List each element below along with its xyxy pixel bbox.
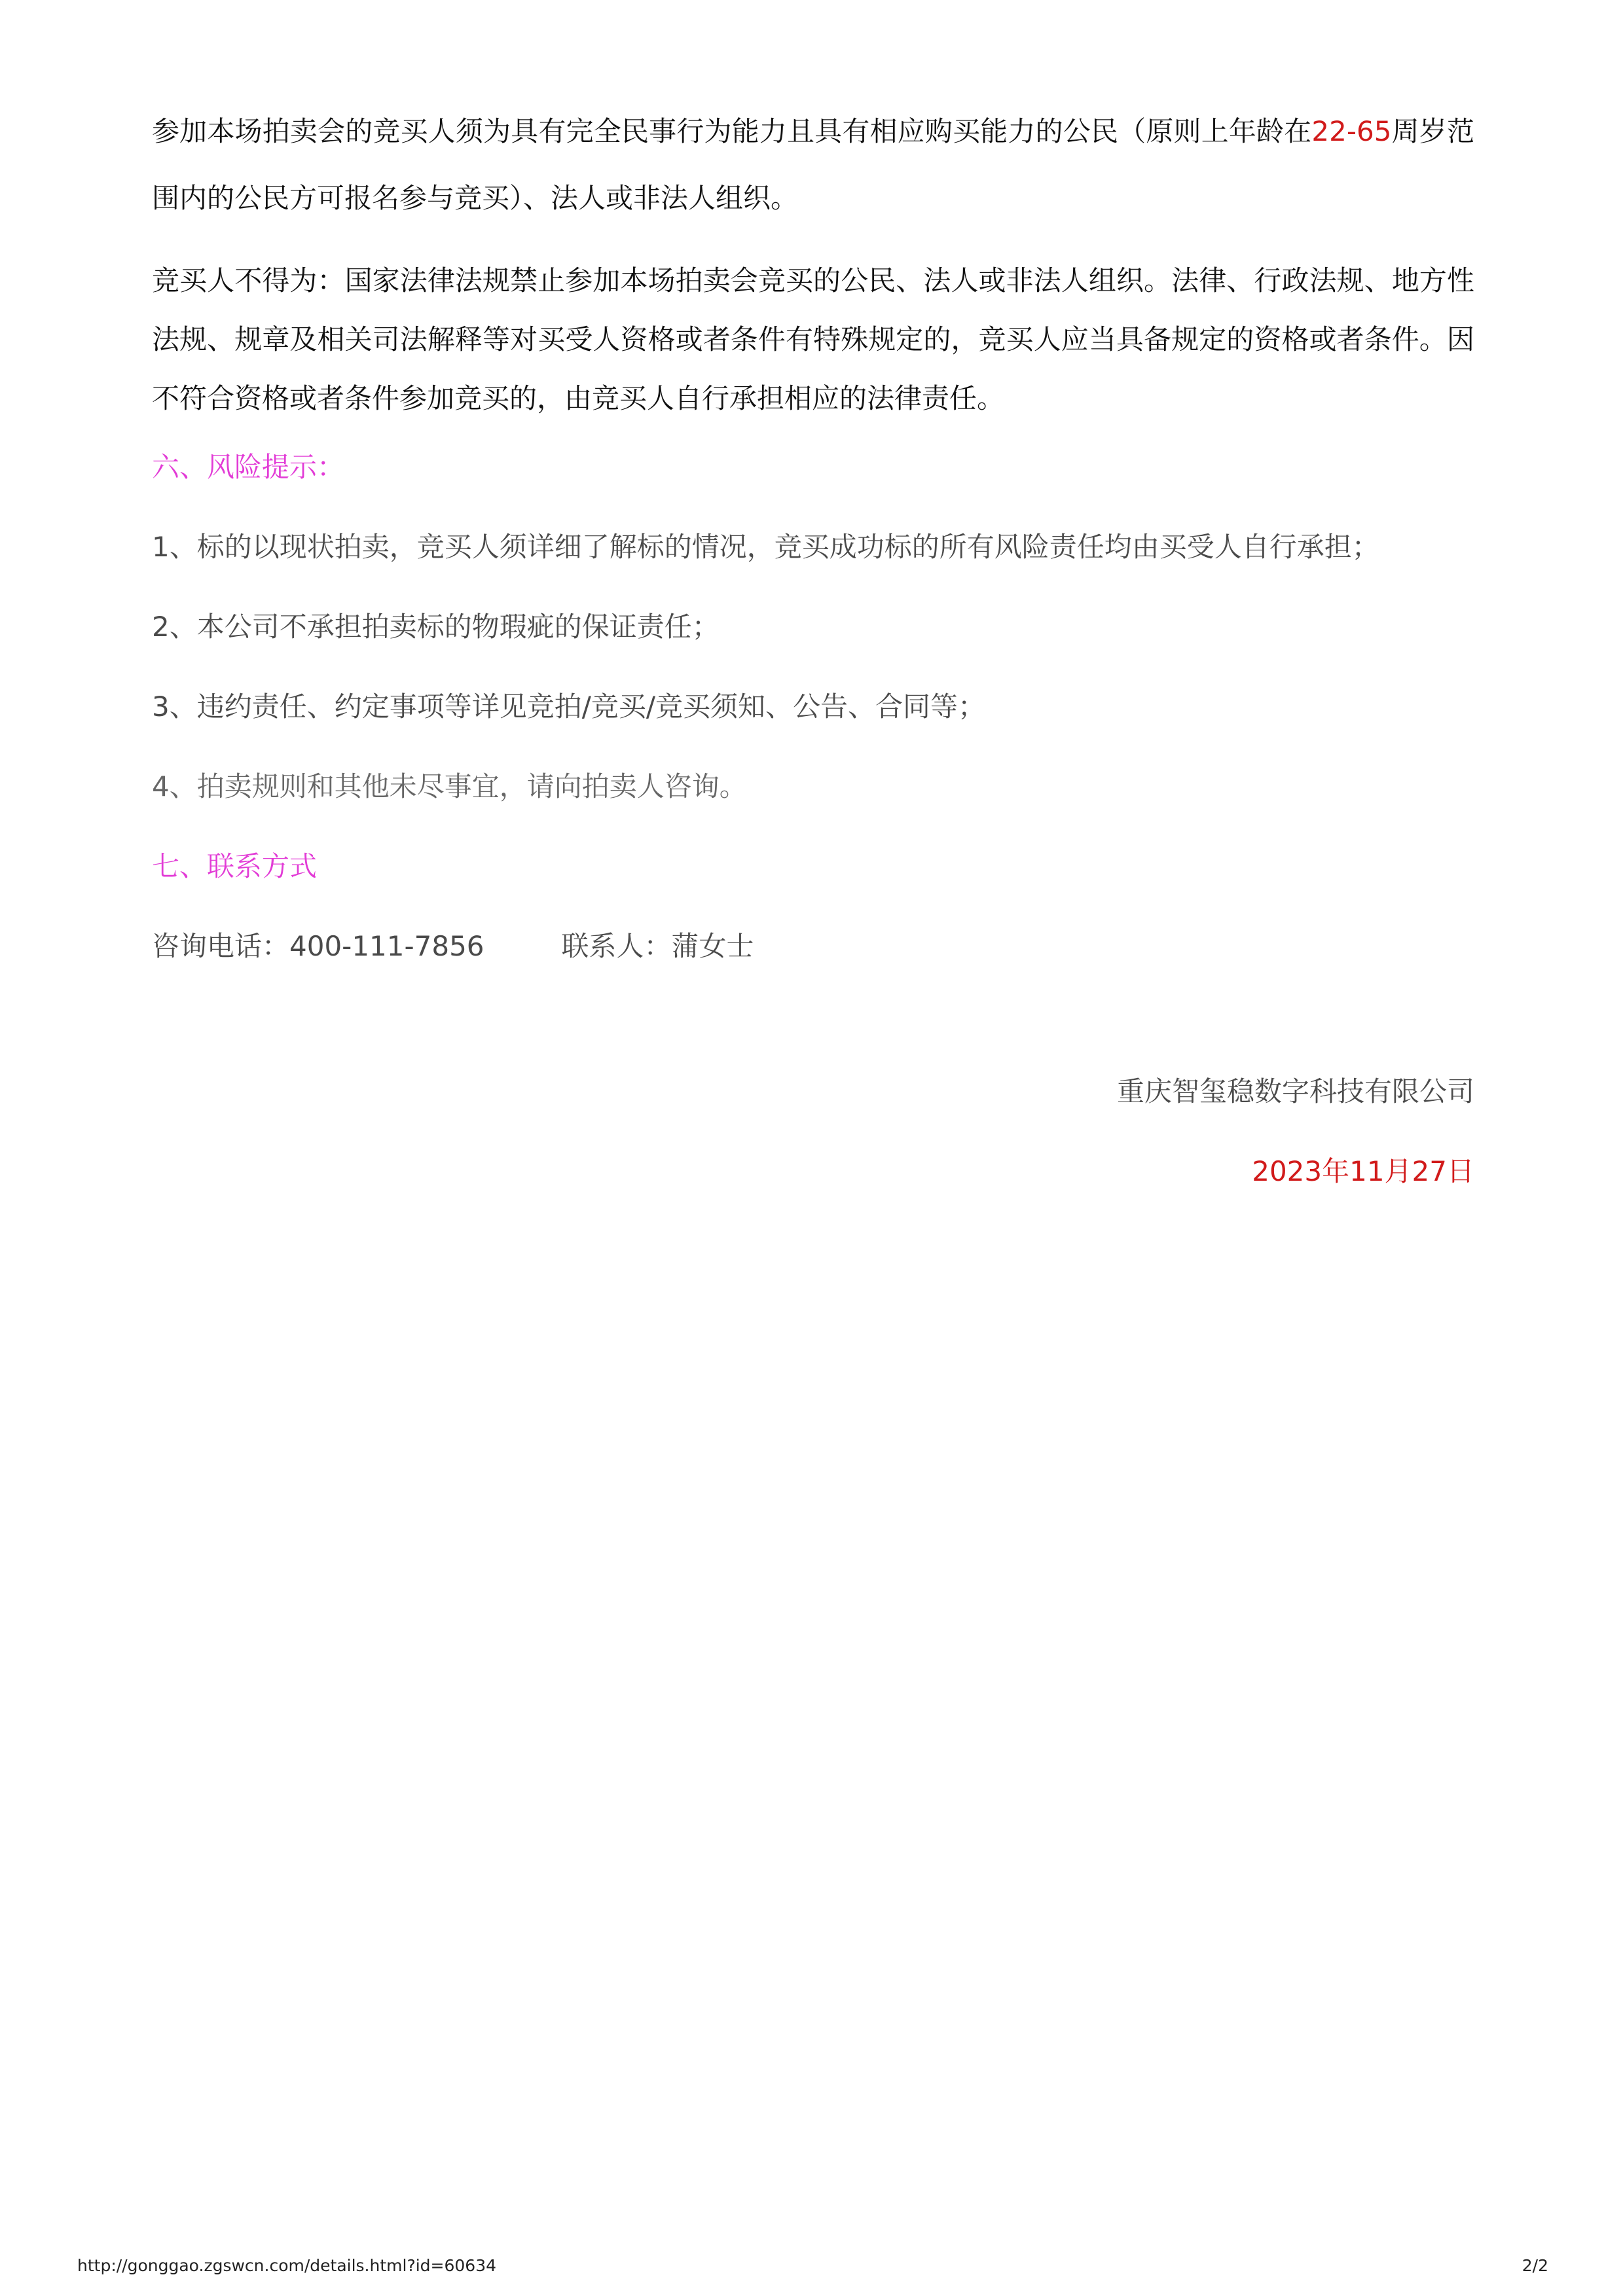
page-number: 2/2	[1522, 2256, 1548, 2275]
footer-url: http://gonggao.zgswcn.com/details.html?id=60634	[77, 2256, 497, 2275]
contact-section-heading: 七、联系方式	[152, 850, 318, 882]
contact-person: 联系人：蒲女士	[561, 930, 754, 962]
age-range-highlight: 22-65	[1311, 115, 1392, 147]
risk-item-2: 2、本公司不承担拍卖标的物瑕疵的保证责任；	[152, 611, 720, 643]
risk-section-heading: 六、风险提示：	[152, 451, 345, 483]
risk-item-1: 1、标的以现状拍卖，竞买人须详细了解标的情况，竞买成功标的所有风险责任均由买受人自行承担；	[152, 531, 1379, 563]
qualification-text-1: 参加本场拍卖会的竞买人须为具有完全民事行为能力且具有相应购买能力的公民（原则上年龄在	[152, 115, 1312, 147]
document-body	[152, 98, 1474, 966]
bidder-qualification-paragraph	[152, 98, 1474, 232]
signature-date: 2023年11月27日	[1252, 1155, 1474, 1187]
risk-item-3: 3、违约责任、约定事项等详见竞拍/竞买/竞买须知、公告、合同等；	[152, 691, 986, 723]
bidder-restriction-paragraph: 竞买人不得为：国家法律法规禁止参加本场拍卖会竞买的公民、法人或非法人组织。法律、行政法规、地方性法规、规章及相关司法解释等对买受人资格或者条件有特殊规定的，竞买人应当具备规定的资格或者条件。因不符合资格或者条件参加竞买的，由竞买人自行承担相应的法律责任。	[152, 264, 1474, 414]
contact-line	[152, 927, 1474, 966]
company-signature: 重庆智玺稳数字科技有限公司	[1116, 1075, 1474, 1107]
risk-item-4: 4、拍卖规则和其他未尽事宜，请向拍卖人咨询。	[152, 770, 747, 802]
contact-phone: 咨询电话：400-111-7856	[152, 930, 484, 962]
qualification-text-2: 周岁范围内的公民方可报名参与竞买）、法人或非法人组织。	[152, 115, 1474, 214]
